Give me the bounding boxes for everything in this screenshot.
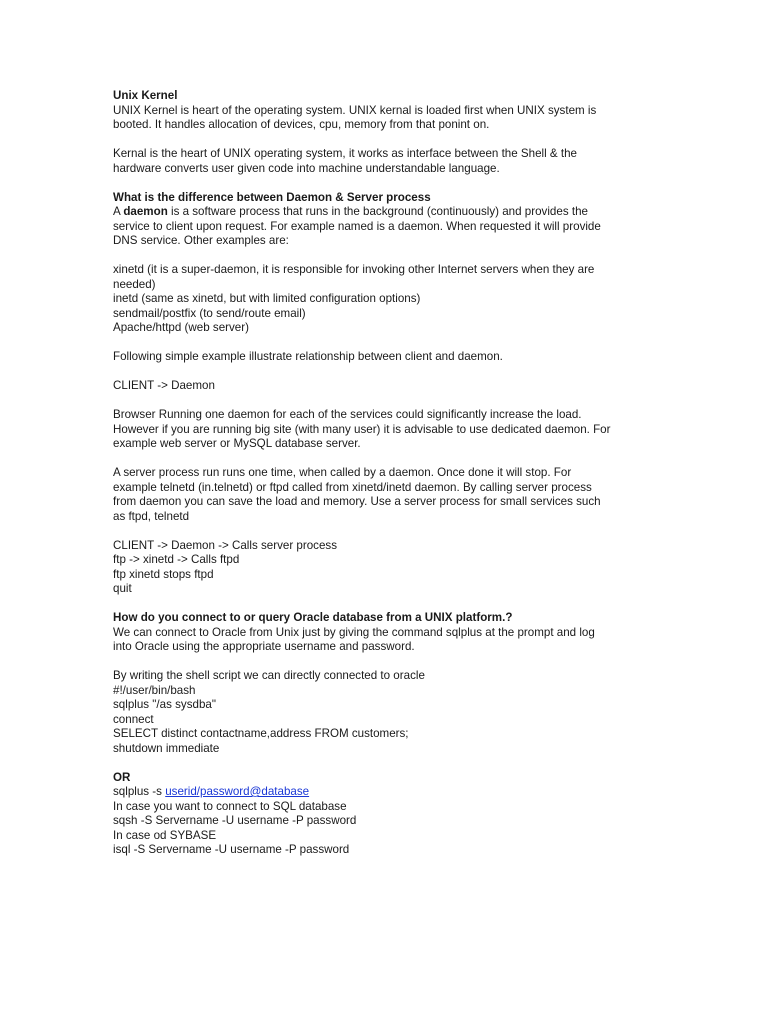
command-line: In case od SYBASE (113, 828, 217, 842)
text-fragment: is a software process that runs in the background (continuously) and provides the (167, 205, 588, 218)
spacer (113, 756, 653, 771)
paragraph-line: example web server or MySQL database server. (113, 437, 361, 450)
example-line: xinetd (it is a super-daemon, it is responsible for invoking other Internet servers when they are (113, 263, 595, 276)
paragraph-line: service to client upon request. For example named is a daemon. When requested it will provide (113, 219, 601, 233)
spacer (113, 249, 653, 264)
script-line: connect (113, 712, 154, 726)
text-fragment: A (113, 205, 124, 218)
text-fragment: sqlplus -s (113, 785, 166, 798)
spacer (113, 452, 653, 467)
script-line: shutdown immediate (113, 741, 220, 755)
example-line: Apache/httpd (web server) (113, 321, 249, 334)
flow-line: ftp xinetd stops ftpd (113, 567, 214, 581)
spacer (113, 524, 653, 539)
command-line: sqsh -S Servername -U username -P password (113, 814, 357, 827)
command-line: In case you want to connect to SQL database (113, 799, 347, 813)
spacer (113, 336, 653, 351)
section-heading-daemon-vs-server: What is the difference between Daemon & Server process (113, 190, 431, 204)
command-line: isql -S Servername -U username -P password (113, 843, 350, 856)
paragraph-line: UNIX Kernel is heart of the operating system. UNIX kernal is loaded first when UNIX system is (113, 103, 597, 117)
paragraph-line: from daemon you can save the load and memory. Use a server process for small services such (113, 495, 601, 508)
paragraph-line: into Oracle using the appropriate username and password. (113, 640, 415, 653)
paragraph-line: booted. It handles allocation of devices, cpu, memory from that ponint on. (113, 118, 490, 131)
paragraph-line: example telnetd (in.telnetd) or ftpd called from xinetd/inetd daemon. By calling server process (113, 480, 592, 494)
command-line (113, 785, 653, 800)
connection-string-link[interactable]: userid/password@database (165, 785, 310, 798)
spacer (113, 597, 653, 612)
spacer (113, 133, 653, 148)
or-label: OR (113, 770, 131, 784)
script-line: By writing the shell script we can directly connected to oracle (113, 669, 425, 682)
flow-line: ftp -> xinetd -> Calls ftpd (113, 553, 240, 566)
paragraph-line: DNS service. Other examples are: (113, 234, 289, 247)
script-line: #!/user/bin/bash (113, 683, 196, 697)
paragraph-line: hardware converts user given code into machine understandable language. (113, 161, 500, 175)
example-line: needed) (113, 277, 156, 291)
document-page (113, 89, 653, 858)
paragraph-line: Kernal is the heart of UNIX operating system, it works as interface between the Shell & the (113, 147, 577, 160)
paragraph-line (113, 205, 653, 220)
paragraph-line: as ftpd, telnetd (113, 509, 190, 523)
paragraph-line: However if you are running big site (with many user) it is advisable to use dedicated daemon. For (113, 422, 611, 436)
example-line: inetd (same as xinetd, but with limited configuration options) (113, 292, 421, 305)
bold-term-daemon: daemon (123, 205, 168, 218)
spacer (113, 655, 653, 670)
section-heading-unix-kernel: Unix Kernel (113, 89, 178, 102)
example-line: sendmail/postfix (to send/route email) (113, 306, 306, 320)
paragraph-line: We can connect to Oracle from Unix just by giving the command sqlplus at the prompt and log (113, 625, 595, 639)
spacer (113, 394, 653, 409)
flow-line: CLIENT -> Daemon -> Calls server process (113, 538, 338, 552)
script-line: sqlplus "/as sysdba" (113, 698, 216, 711)
spacer (113, 176, 653, 191)
script-line: SELECT distinct contactname,address FROM customers; (113, 727, 409, 740)
paragraph-line: A server process run runs one time, when called by a daemon. Once done it will stop. For (113, 466, 572, 479)
paragraph-line: Browser Running one daemon for each of the services could significantly increase the load. (113, 408, 582, 421)
flow-line: quit (113, 582, 132, 595)
spacer (113, 365, 653, 380)
flow-line: CLIENT -> Daemon (113, 379, 215, 392)
paragraph-line: Following simple example illustrate relationship between client and daemon. (113, 350, 503, 363)
section-heading-oracle-connect: How do you connect to or query Oracle database from a UNIX platform.? (113, 611, 513, 624)
